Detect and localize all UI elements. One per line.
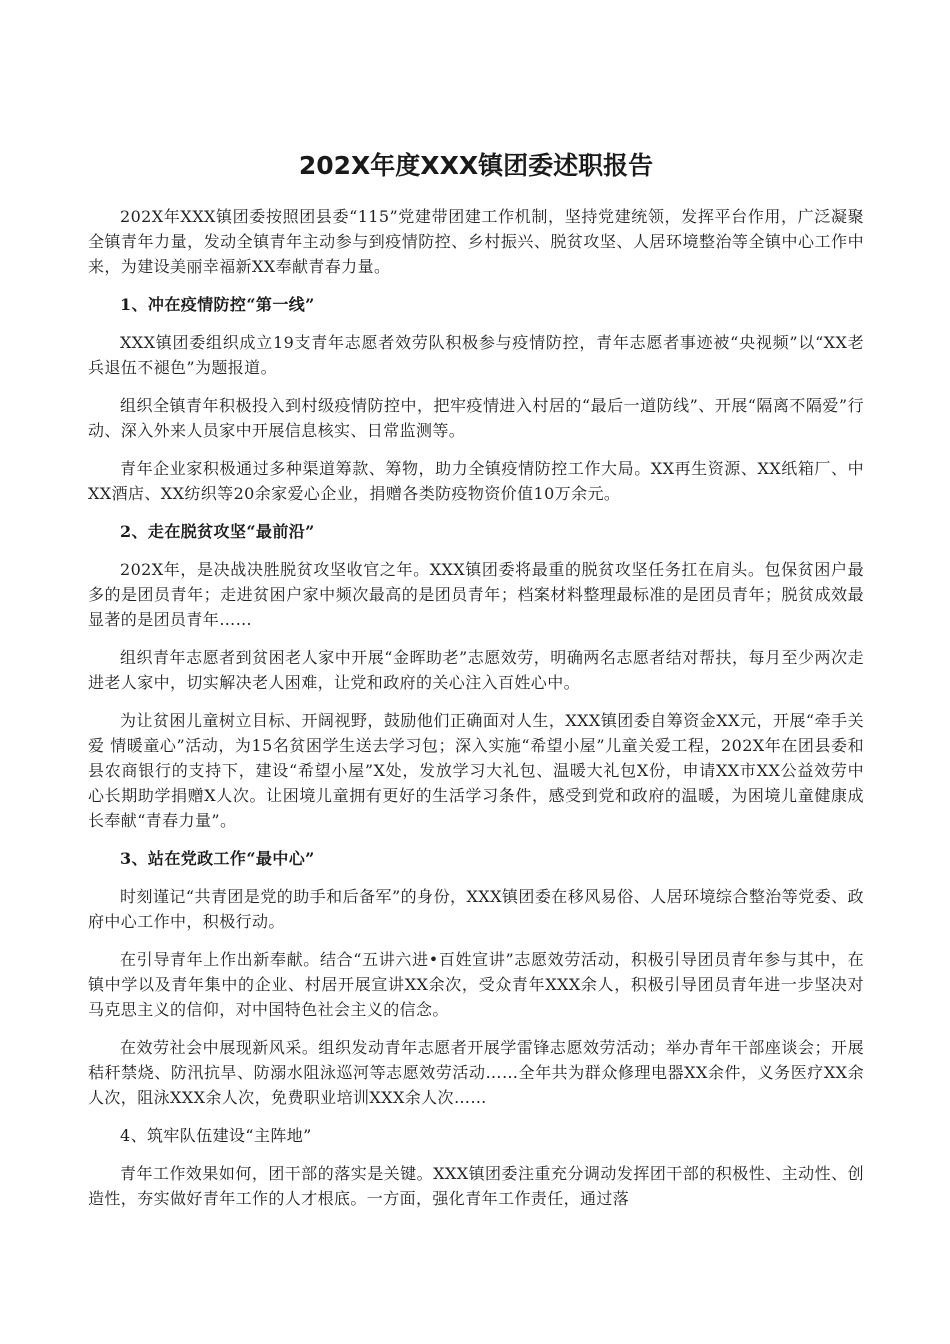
section-2-paragraph-3: 为让贫困儿童树立目标、开阔视野，鼓励他们正确面对人生，XXX镇团委自筹资金XX元，开展“牵手关爱 情暖童心”活动，为15名贫困学生送去学习包；深入实施“希望小屋”儿童关爱工程，202X年在团县委和县农商银行的支持下，建设“希望小屋”X处，发放学习大礼包、温暖大礼包X份，申请XX市XX公益效劳中心长期助学捐赠X人次。让困境儿童拥有更好的生活学习条件，感受到党和政府的温暖，为困境儿童健康成长奉献“青春力量”。 (88, 711, 864, 830)
section-1-paragraph-1: XXX镇团委组织成立19支青年志愿者效劳队积极参与疫情防控，青年志愿者事迹被“央视频”以“XX老兵退伍不褪色”为题报道。 (88, 333, 864, 377)
section-1-paragraph-3: 青年企业家积极通过多种渠道筹款、筹物，助力全镇疫情防控工作大局。XX再生资源、XX纸箱厂、中XX酒店、XX纺织等20余家爱心企业，捐赠各类防疫物资价值10万余元。 (88, 459, 864, 503)
document-title: 202X年度XXX镇团委述职报告 (298, 151, 654, 180)
section-4-paragraph-1: 青年工作效果如何，团干部的落实是关键。XXX镇团委注重充分调动发挥团干部的积极性、主动性、创造性，夯实做好青年工作的人才根底。一方面，强化青年工作责任，通过落 (88, 1164, 864, 1208)
section-3-paragraph-2: 在引导青年上作出新奉献。结合“五讲六进•百姓宣讲”志愿效劳活动，积极引导团员青年参与其中，在镇中学以及青年集中的企业、村居开展宣讲XX余次，受众青年XXX余人，积极引导团员青年进一步坚决对马克思主义的信仰，对中国特色社会主义的信念。 (88, 950, 864, 1019)
section-2-heading: 2、走在脱贫攻坚“最前沿” (120, 522, 315, 541)
section-4-heading: 4、筑牢队伍建设“主阵地” (120, 1126, 312, 1145)
intro-paragraph: 202X年XXX镇团委按照团县委“115”党建带团建工作机制，坚持党建统领，发挥平台作用，广泛凝聚全镇青年力量，发动全镇青年主动参与到疫情防控、乡村振兴、脱贫攻坚、人居环境整治等全镇中心工作中来，为建设美丽幸福新XX奉献青春力量。 (88, 207, 864, 276)
section-2-paragraph-2: 组织青年志愿者到贫困老人家中开展“金晖助老”志愿效劳，明确两名志愿者结对帮扶，每月至少两次走进老人家中，切实解决老人困难，让党和政府的关心注入百姓心中。 (88, 648, 864, 692)
section-3-heading: 3、站在党政工作“最中心” (120, 849, 315, 868)
section-2-paragraph-1: 202X年，是决战决胜脱贫攻坚收官之年。XXX镇团委将最重的脱贫攻坚任务扛在肩头。包保贫困户最多的是团员青年；走进贫困户家中频次最高的是团员青年；档案材料整理最标准的是团员青年；脱贫成效最显著的是团员青年…… (88, 560, 864, 629)
section-3-paragraph-1: 时刻谨记“共青团是党的助手和后备军”的身份，XXX镇团委在移风易俗、人居环境综合整治等党委、政府中心工作中，积极行动。 (88, 887, 864, 931)
document-page (88, 150, 864, 1224)
section-3-paragraph-3: 在效劳社会中展现新风采。组织发动青年志愿者开展学雷锋志愿效劳活动；举办青年干部座谈会；开展秸秆禁烧、防汛抗旱、防溺水阻泳巡河等志愿效劳活动……全年共为群众修理电器XX余件，义务医疗XX余人次，阻泳XXX余人次，免费职业培训XXX余人次…… (88, 1038, 864, 1107)
section-1-heading: 1、冲在疫情防控“第一线” (120, 295, 315, 314)
section-1-paragraph-2: 组织全镇青年积极投入到村级疫情防控中，把牢疫情进入村居的“最后一道防线”、开展“隔离不隔爱”行动、深入外来人员家中开展信息核实、日常监测等。 (88, 396, 864, 440)
